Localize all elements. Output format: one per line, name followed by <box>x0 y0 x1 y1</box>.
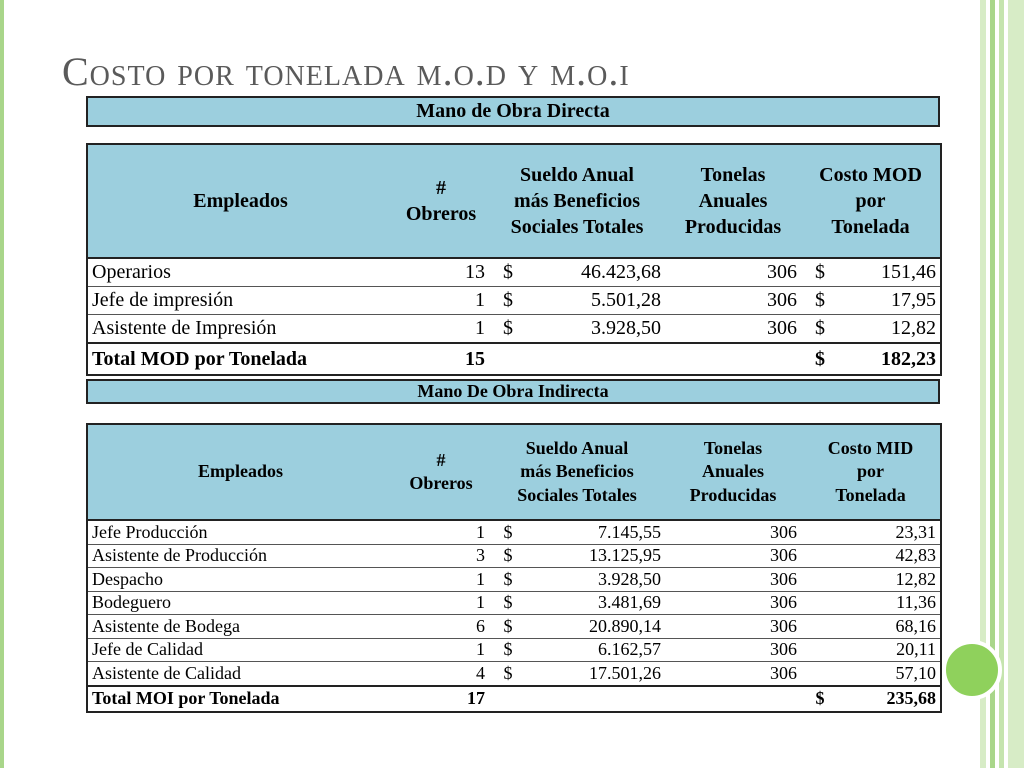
row-currency: $ <box>489 544 527 568</box>
row-name: Jefe de Calidad <box>87 638 393 662</box>
row-obreros: 13 <box>393 258 489 287</box>
table-row <box>87 258 941 287</box>
row-tonelas: 306 <box>665 258 801 287</box>
row-costo: 68,16 <box>801 615 941 639</box>
row-name: Bodeguero <box>87 591 393 615</box>
row-obreros: 1 <box>393 520 489 544</box>
total-value: 182,23 <box>839 343 941 375</box>
header-costo: Costo MID por Tonelada <box>801 424 941 520</box>
right-frame-stripe <box>999 0 1004 768</box>
row-currency: $ <box>489 615 527 639</box>
mod-table <box>86 143 942 376</box>
row-obreros: 1 <box>393 638 489 662</box>
table-row <box>87 315 941 344</box>
moi-header-row <box>87 424 941 520</box>
row-costo-currency: $ <box>801 287 839 315</box>
header-tonelas: Tonelas Anuales Producidas <box>665 144 801 258</box>
header-tonelas: Tonelas Anuales Producidas <box>665 424 801 520</box>
moi-section-title: Mano De Obra Indirecta <box>86 379 940 404</box>
row-costo: 12,82 <box>801 568 941 592</box>
row-currency: $ <box>489 568 527 592</box>
row-name: Asistente de Calidad <box>87 662 393 686</box>
mod-header-row <box>87 144 941 258</box>
mod-total-row <box>87 343 941 375</box>
header-obreros: # Obreros <box>393 424 489 520</box>
row-sueldo: 3.928,50 <box>527 315 665 344</box>
row-obreros: 4 <box>393 662 489 686</box>
row-costo: 23,31 <box>801 520 941 544</box>
total-label: Total MOI por Tonelada <box>87 686 393 712</box>
moi-total-row <box>87 686 941 712</box>
row-costo-currency: $ <box>801 258 839 287</box>
row-sueldo: 3.481,69 <box>527 591 665 615</box>
row-currency: $ <box>489 258 527 287</box>
row-tonelas: 306 <box>665 615 801 639</box>
header-empleados: Empleados <box>87 424 393 520</box>
table-row <box>87 544 941 568</box>
row-name: Asistente de Producción <box>87 544 393 568</box>
table-row <box>87 520 941 544</box>
row-name: Despacho <box>87 568 393 592</box>
row-tonelas: 306 <box>665 638 801 662</box>
row-costo: 17,95 <box>839 287 941 315</box>
slide-title: Costo por tonelada m.o.d y m.o.i <box>62 49 630 94</box>
row-obreros: 1 <box>393 287 489 315</box>
row-obreros: 6 <box>393 615 489 639</box>
row-sueldo: 3.928,50 <box>527 568 665 592</box>
row-name: Asistente de Bodega <box>87 615 393 639</box>
row-obreros: 1 <box>393 568 489 592</box>
row-sueldo: 13.125,95 <box>527 544 665 568</box>
row-tonelas: 306 <box>665 544 801 568</box>
row-costo: 151,46 <box>839 258 941 287</box>
row-costo: 42,83 <box>801 544 941 568</box>
decorative-circle <box>942 640 1002 700</box>
total-currency: $ <box>801 343 839 375</box>
row-obreros: 1 <box>393 591 489 615</box>
row-name: Asistente de Impresión <box>87 315 393 344</box>
row-obreros: 1 <box>393 315 489 344</box>
total-obreros: 17 <box>393 686 489 712</box>
table-row <box>87 638 941 662</box>
table-row <box>87 568 941 592</box>
row-tonelas: 306 <box>665 287 801 315</box>
row-currency: $ <box>489 315 527 344</box>
row-sueldo: 7.145,55 <box>527 520 665 544</box>
header-sueldo: Sueldo Anual más Beneficios Sociales Totales <box>489 144 665 258</box>
table-row <box>87 615 941 639</box>
row-sueldo: 6.162,57 <box>527 638 665 662</box>
row-costo: 12,82 <box>839 315 941 344</box>
row-tonelas: 306 <box>665 568 801 592</box>
row-tonelas: 306 <box>665 591 801 615</box>
total-value: 235,68 <box>839 686 941 712</box>
mod-section-title: Mano de Obra Directa <box>86 96 940 127</box>
table-row <box>87 662 941 686</box>
row-tonelas: 306 <box>665 520 801 544</box>
row-currency: $ <box>489 287 527 315</box>
header-costo: Costo MOD por Tonelada <box>801 144 941 258</box>
row-costo: 20,11 <box>801 638 941 662</box>
row-sueldo: 17.501,26 <box>527 662 665 686</box>
total-currency: $ <box>801 686 839 712</box>
table-row <box>87 287 941 315</box>
row-sueldo: 46.423,68 <box>527 258 665 287</box>
row-costo: 57,10 <box>801 662 941 686</box>
header-obreros: # Obreros <box>393 144 489 258</box>
header-sueldo: Sueldo Anual más Beneficios Sociales Totales <box>489 424 665 520</box>
row-name: Jefe de impresión <box>87 287 393 315</box>
total-label: Total MOD por Tonelada <box>87 343 393 375</box>
row-currency: $ <box>489 662 527 686</box>
row-name: Jefe Producción <box>87 520 393 544</box>
right-frame-stripe <box>1008 0 1024 768</box>
table-row <box>87 591 941 615</box>
moi-table <box>86 423 942 713</box>
row-tonelas: 306 <box>665 662 801 686</box>
row-tonelas: 306 <box>665 315 801 344</box>
row-name: Operarios <box>87 258 393 287</box>
row-currency: $ <box>489 520 527 544</box>
row-costo: 11,36 <box>801 591 941 615</box>
row-currency: $ <box>489 638 527 662</box>
total-obreros: 15 <box>393 343 489 375</box>
left-frame-stripe <box>0 0 4 768</box>
row-sueldo: 20.890,14 <box>527 615 665 639</box>
row-obreros: 3 <box>393 544 489 568</box>
row-currency: $ <box>489 591 527 615</box>
header-empleados: Empleados <box>87 144 393 258</box>
row-costo-currency: $ <box>801 315 839 344</box>
row-sueldo: 5.501,28 <box>527 287 665 315</box>
